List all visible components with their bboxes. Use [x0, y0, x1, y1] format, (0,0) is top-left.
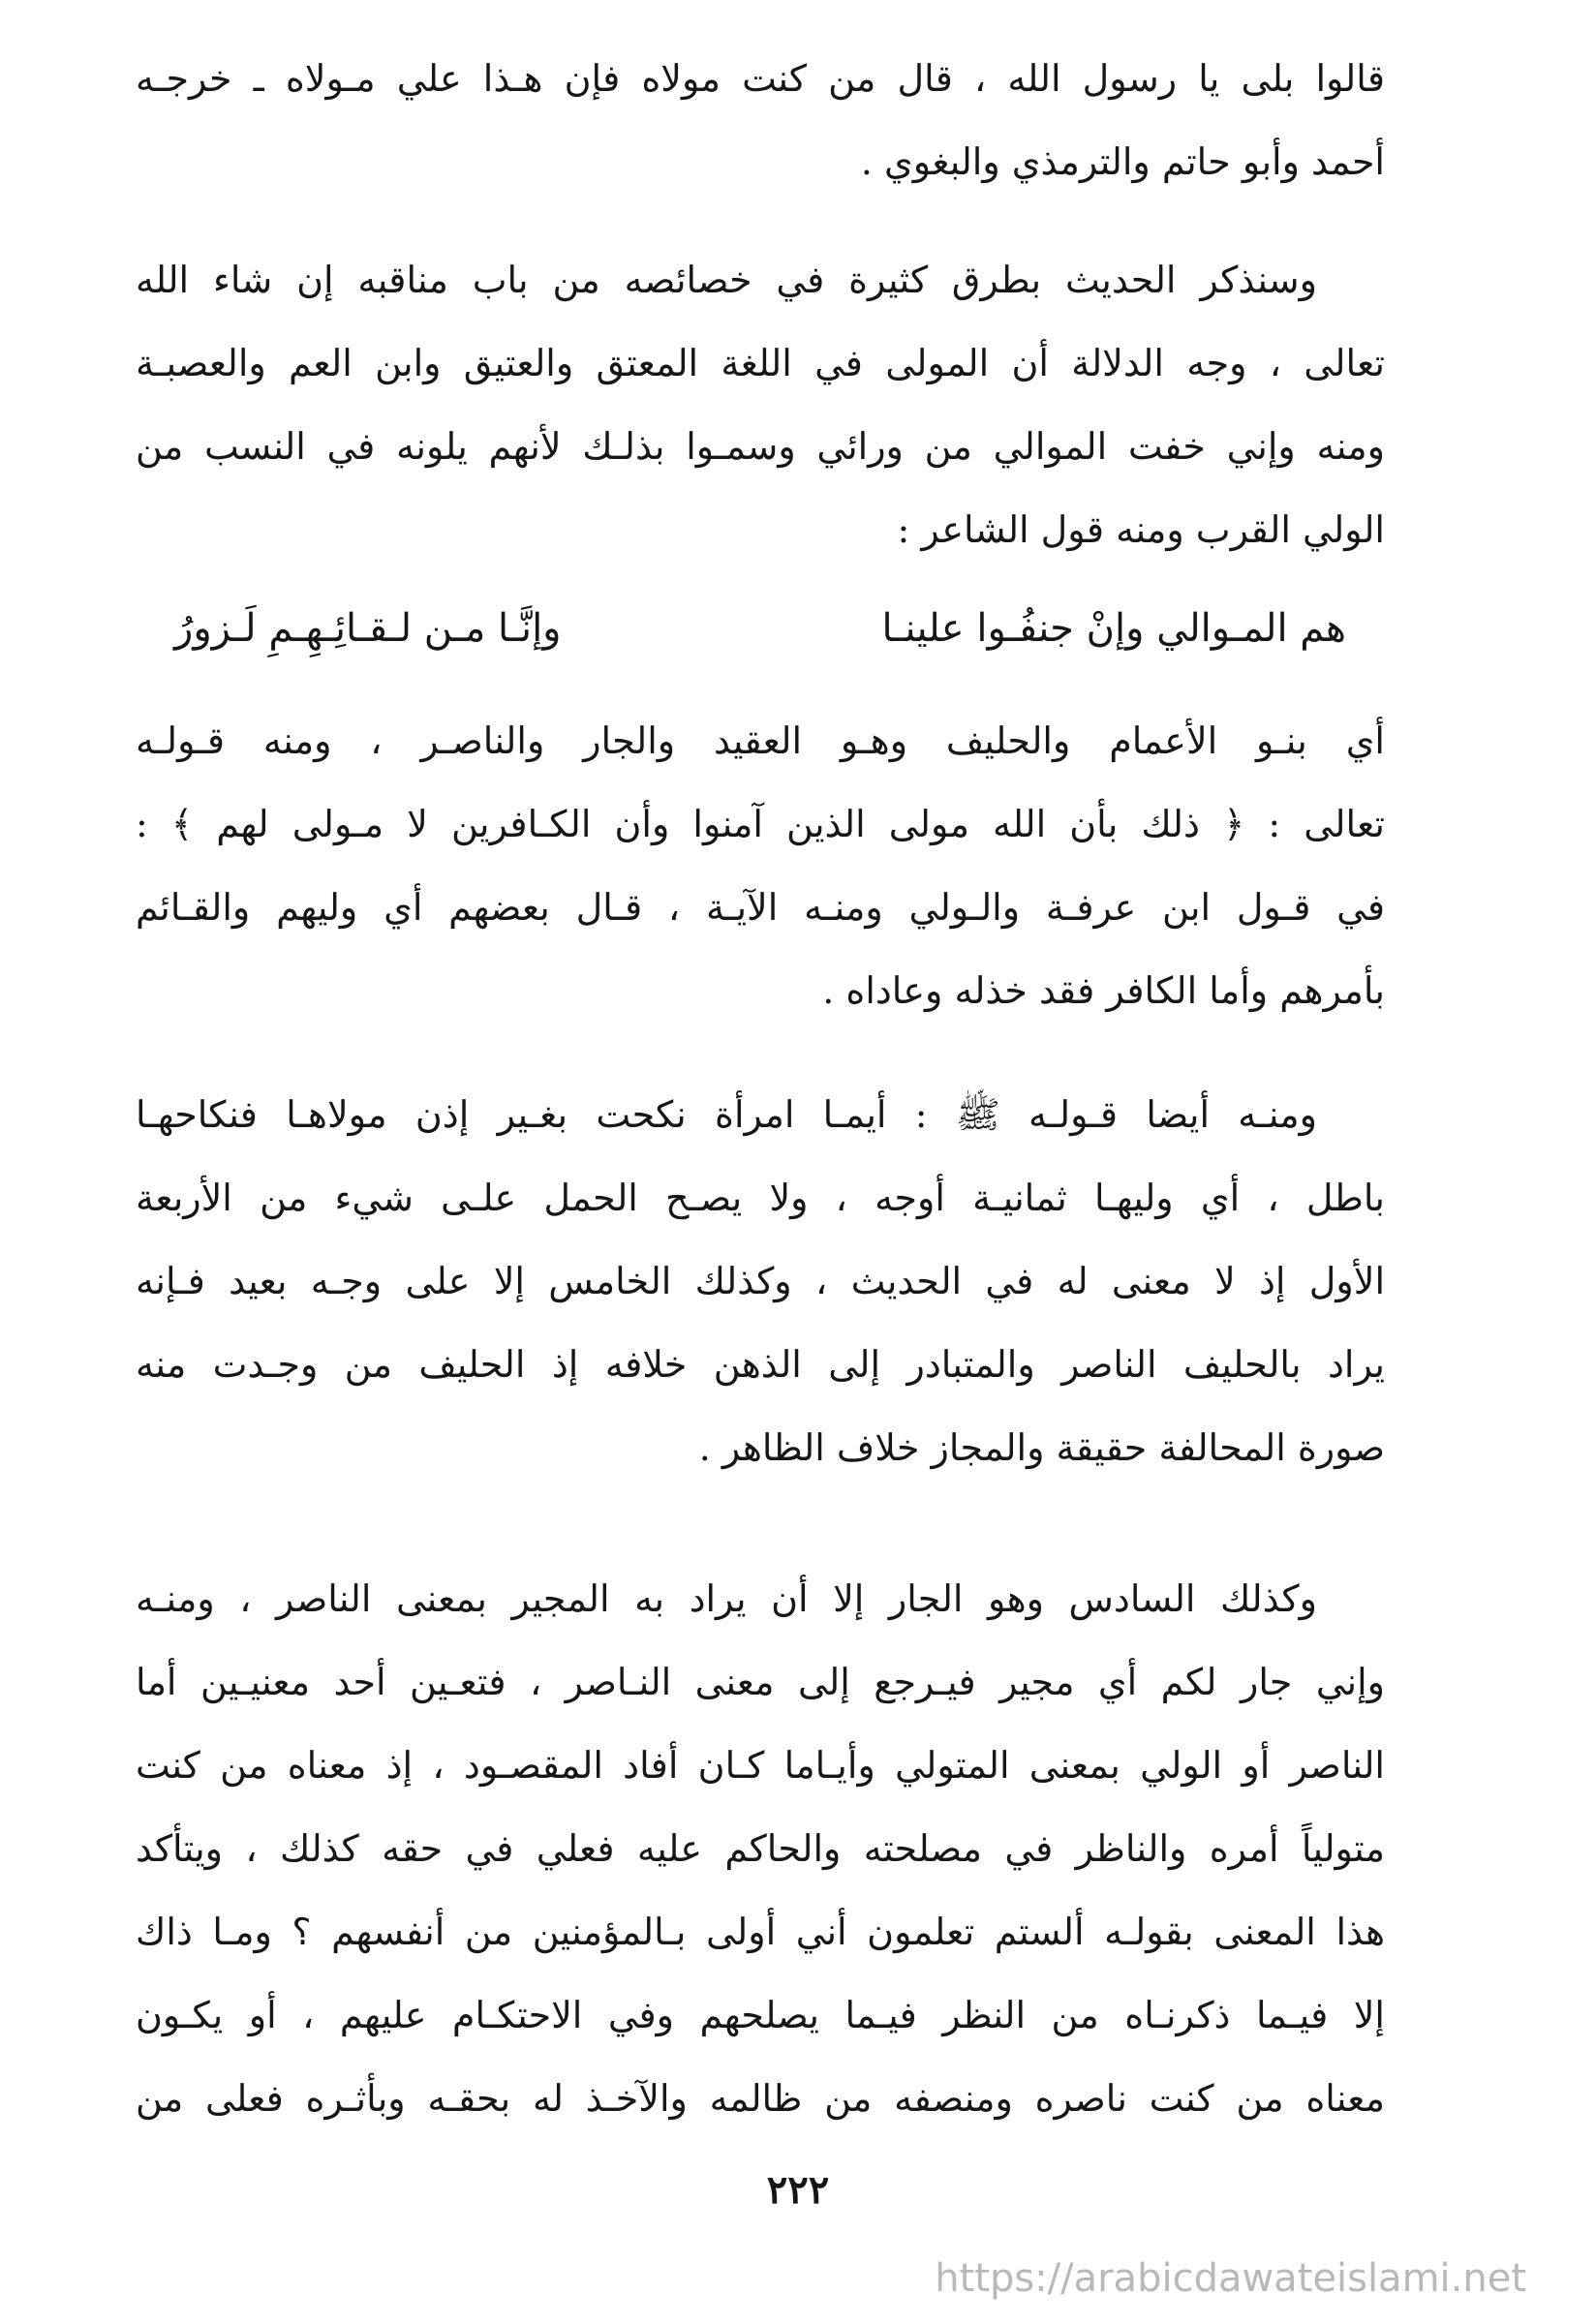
text-line: إلا فيـما ذكرنـاه من النظر فيـما يصلحهم وفي الاحتكـام عليهم ، أو يكـون [136, 1994, 1385, 2036]
watermark-url: https://arabicdawateislami.net [935, 2256, 1526, 2301]
poetry-verse [174, 585, 1346, 672]
text-line: أحمد وأبو حاتم والترمذي والبغوي . [860, 140, 1385, 183]
text-line: هذا المعنى بقولـه ألستم تعلمون أني أولى بـالمؤمنين من أنفسهم ؟ ومـا ذاك [136, 1911, 1385, 1953]
text-line: تعالى ، وجه الدلالة أن المولى في اللغة المعتق والعتيق وابن العم والعصبـة [136, 342, 1385, 384]
text-line: يراد بالحليف الناصر والمتبادر إلى الذهن خلافه إذ الحليف من وجـدت منه [136, 1343, 1385, 1386]
text-line: باطل ، أي وليهـا ثمانيـة أوجه ، ولا يصـح الحمل علـى شيء من الأربعة [136, 1177, 1385, 1219]
paragraph-2 [136, 238, 1385, 571]
paragraph-4 [136, 1073, 1385, 1489]
verse-second-hemistich: وإنَّـا مـن لـقـائِـهِـمِ لَـزورُ [174, 606, 562, 651]
text-line: ومنه وإني خفت الموالي من ورائي وسمـوا بذلـك لأنهم يلونه في النسب من [136, 425, 1385, 468]
text-line: وإني جار لكم أي مجير فيـرجع إلى معنى النـاصر ، فتعـين أحد معنيـين أما [136, 1661, 1385, 1703]
text-line: الناصر أو الولي بمعنى المتولي وأيـاما كـان أفاد المقصـود ، إذ معناه من كنت [136, 1744, 1385, 1787]
verse-first-hemistich: هم المـوالي وإنْ جنفُـوا علينـا [881, 606, 1346, 651]
paragraph-3 [136, 699, 1385, 1032]
text-line: تعالى : ﴿ ذلك بأن الله مولى الذين آمنوا وأن الكـافرين لا مـولى لهم ﴾ : [136, 803, 1385, 845]
text-line: ومنـه أيضا قـولـه ﷺ : أيمـا امرأة نكحت بغـير إذن مولاهـا فنكاحهـا [136, 1093, 1317, 1136]
page-number: ٢٢٢ [766, 2167, 830, 2213]
paragraph-1 [136, 37, 1385, 203]
text-line: وكذلك السادس وهو الجار إلا أن يراد به المجير بمعنى الناصر ، ومنـه [136, 1577, 1317, 1620]
text-line: متولياً أمره والناظر في مصلحته والحاكم عليه فعلي في حقه كذلك ، ويتأكد [136, 1827, 1385, 1870]
text-line: صورة المحالفة حقيقة والمجاز خلاف الظاهر . [698, 1426, 1385, 1469]
paragraph-5 [136, 1557, 1385, 2140]
text-line: الولي القرب ومنه قول الشاعر : [897, 508, 1385, 551]
text-line: وسنذكر الحديث بطرق كثيرة في خصائصه من باب مناقبه إن شاء الله [136, 259, 1317, 301]
text-line: أي بنـو الأعمام والحليف وهـو العقيد والجار والناصـر ، ومنه قـولـه [136, 719, 1385, 762]
text-line: الأول إذ لا معنى له في الحديث ، وكذلك الخامس إلا على وجـه بعيد فـإنه [136, 1260, 1385, 1302]
text-line: في قـول ابن عرفـة والـولي ومنـه الآيـة ، قـال بعضهم أي وليهم والقـائم [136, 886, 1385, 929]
text-line: قالوا بلى يا رسول الله ، قال من كنت مولاه فإن هـذا علي مـولاه ـ خرجـه [136, 57, 1385, 100]
text-line: بأمرهم وأما الكافر فقد خذله وعاداه . [822, 969, 1385, 1012]
text-line: معناه من كنت ناصره ومنصفه من ظالمه والآخـذ له بحقـه وبأثـره فعلى من [136, 2077, 1385, 2120]
